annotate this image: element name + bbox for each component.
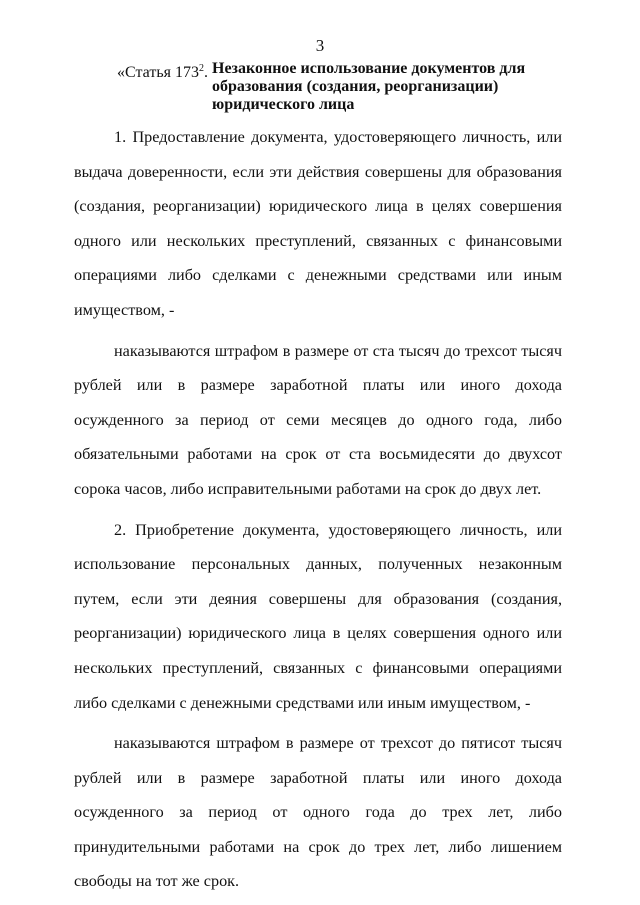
article-superscript: 2	[198, 63, 204, 74]
article-prefix: «Статья 173	[117, 64, 199, 81]
paragraph-sanction-1: наказываются штрафом в размере от ста тысяч до трехсот тысяч рублей или в размере заработной платы или иного дохода осужденного за период от семи месяцев до одного года, либо обязательными работами на срок от ста восьмидесяти до двухсот сорока часов, либо исправительными работами на срок до двух лет.	[74, 341, 562, 498]
paragraph-part-2: 2. Приобретение документа, удостоверяющего личность, или использование персональных данных, полученных незаконным путем, если эти деяния совершены для образования (создания, реорганизации) юридического лица в целях совершения одного или нескольких преступлений, связанных с финансовыми операциями либо сделками с денежными средствами или иным имуществом, -	[74, 520, 562, 712]
article-prefix-suffix: .	[203, 64, 208, 81]
paragraph-sanction-2: наказываются штрафом в размере от трехсот до пятисот тысяч рублей или в размере заработной платы или иного дохода осужденного за период от одного года до трех лет, либо принудительными работами на срок до трех лет, либо лишением свободы на тот же срок.	[74, 734, 562, 891]
article-title-line: образования (создания, реорганизации)	[212, 78, 499, 95]
article-title-line: юридического лица	[212, 96, 355, 113]
article-number	[117, 60, 208, 82]
article-title	[212, 60, 542, 114]
page-number: 3	[315, 36, 325, 55]
article-title-line: Незаконное использование документов для	[212, 60, 526, 77]
paragraph-part-1: 1. Предоставление документа, удостоверяющего личность, или выдача доверенности, если эти действия совершены для образования (создания, реорганизации) юридического лица в целях совершения одного или нескольких преступлений, связанных с финансовыми операциями либо сделками с денежными средствами или иным имуществом, -	[74, 128, 562, 319]
article-body	[74, 120, 562, 899]
